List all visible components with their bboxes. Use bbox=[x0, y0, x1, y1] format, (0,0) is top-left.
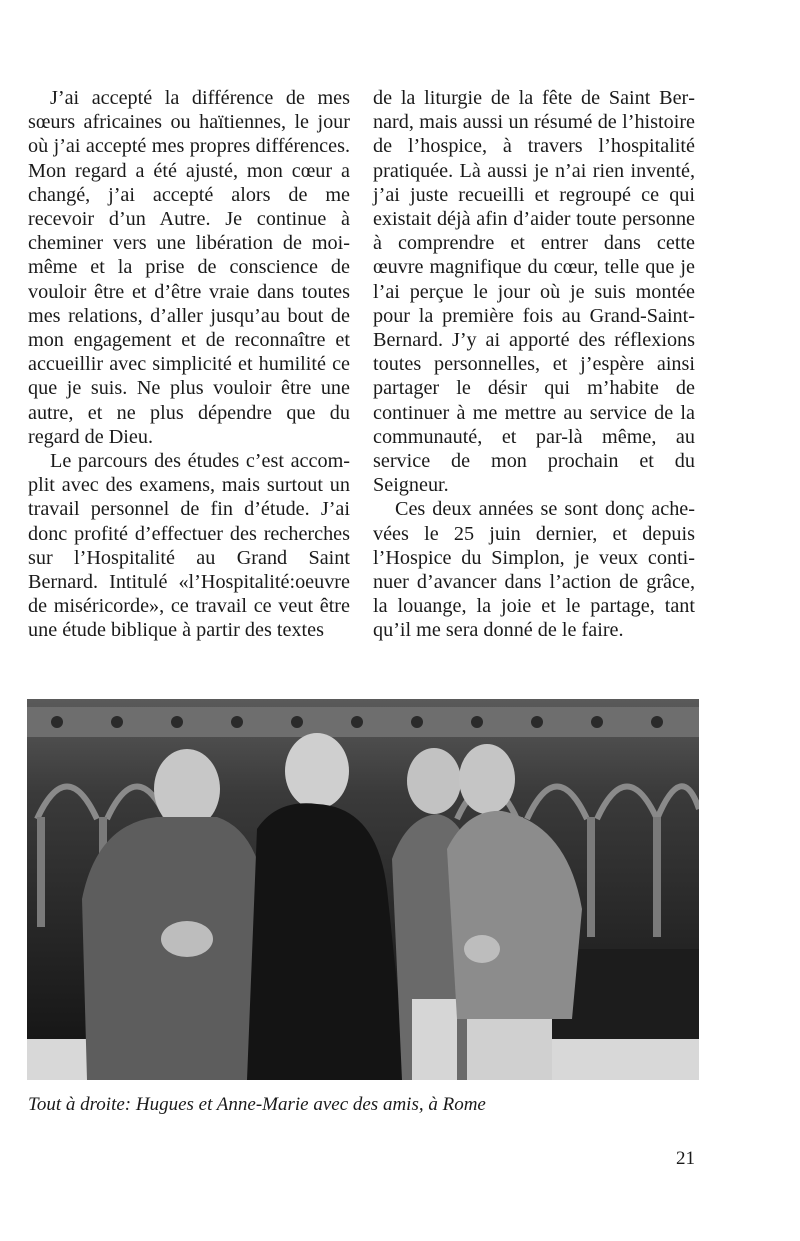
group-photo bbox=[27, 699, 699, 1080]
paragraph: Ces deux années se sont donç achevées le 25 juin dernier, et depuis l’Hospice du Simplon, je veux continuer d’avancer dans l’action de grâce, la louange, la joie et le partage, tant qu’il me sera donné de le faire. bbox=[373, 498, 695, 642]
paragraph: de la liturgie de la fête de Saint Bernard, mais aussi un résumé de l’histoire de l’hospice, à travers l’hospitalité pratiquée. Là aussi je n’ai rien inventé, j’ai juste recueilli et regroupé ce qui existait déjà afin d’aider toute personne à comprendre et entrer dans cette œuvre magnifique du cœur, telle que je l’ai perçue le jour où je suis montée pour la première fois au Grand-Saint-Bernard. J’y ai apporté des réflexions toutes personnelles, et j’espère ainsi partager le désir qui m’habite de continuer à me mettre au service de la communauté, et par-là même, au service de mon prochain et du Seigneur. bbox=[373, 87, 695, 497]
right-column bbox=[373, 86, 695, 643]
paragraph: J’ai accepté la différence de mes sœurs africaines ou haïtiennes, le jour où j’ai accepté mes propres différences. Mon regard a été ajusté, mon cœur a changé, j’ai accepté alors de me recevoir d’un Autre. Je continue à cheminer vers une libération de moi-même et la prise de conscience de vouloir être et d’être vraie dans toutes mes relations, d’aller jusqu’au bout de mon engagement et de reconnaître et accueillir avec simplicité et humilité ce que je suis. Ne plus vouloir être une autre, et ne plus dépendre que du regard de Dieu. bbox=[28, 87, 350, 448]
photo-caption: Tout à droite: Hugues et Anne-Marie avec des amis, à Rome bbox=[28, 1094, 486, 1115]
paragraph: Le parcours des études c’est accomplit avec des examens, mais surtout un travail personnel de fin d’étude. J’ai donc profité d’effectuer des recherches sur l’Hospitalité au Grand Saint Bernard. Intitulé «l’Hospitalité:oeuvre de miséricorde», ce travail ce veut être une étude biblique à partir des textes bbox=[28, 450, 350, 642]
left-column bbox=[28, 86, 350, 643]
page-number: 21 bbox=[676, 1148, 695, 1169]
